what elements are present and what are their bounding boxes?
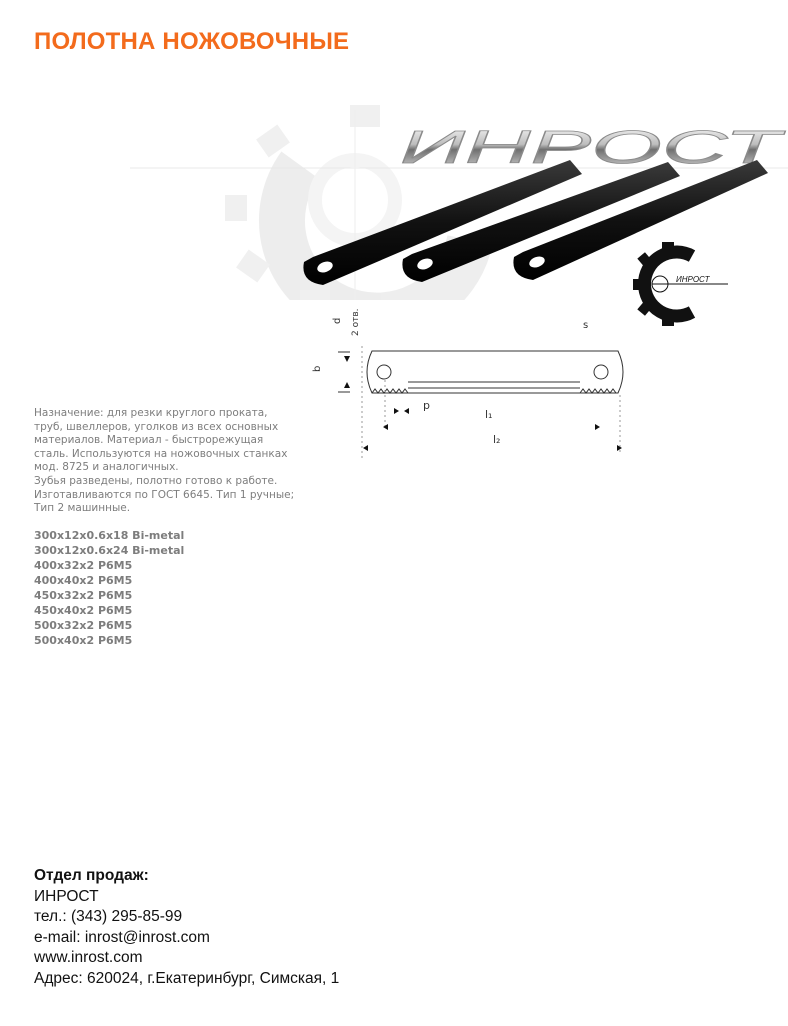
dimension-s-label: s [583, 320, 589, 331]
size-item: 400x32x2 Р6М5 [34, 559, 133, 572]
technical-drawing [300, 300, 640, 460]
contacts-block [34, 866, 339, 989]
size-item: 300x12x0.6x24 Bi-metal [34, 544, 185, 557]
size-item: 400x40x2 Р6М5 [34, 574, 133, 587]
dimension-d-label: d [332, 317, 343, 324]
brand-emblem-icon [630, 242, 730, 327]
size-item: 300x12x0.6x18 Bi-metal [34, 529, 185, 542]
contacts-company: ИНРОСТ [34, 887, 99, 905]
contacts-heading: Отдел продаж: [34, 867, 149, 884]
contacts-phone: тел.: (343) 295-85-99 [34, 908, 183, 925]
size-item: 450x40x2 Р6М5 [34, 604, 133, 617]
contacts-email: e-mail: inrost@inrost.com [34, 928, 210, 946]
emblem-label: ИНРОСТ [676, 275, 710, 284]
description-line: сталь. Используются на ножовочных станках [34, 447, 288, 460]
dimension-holes-label: 2 отв. [351, 308, 361, 336]
size-item: 500x40x2 Р6М5 [34, 634, 133, 647]
dimension-p-label: p [423, 399, 430, 412]
dimension-b-label: b [312, 365, 323, 372]
size-list [34, 528, 184, 648]
description-line: труб, швеллеров, уголков из всех основных [34, 420, 279, 433]
description-line: мод. 8725 и аналогичных. [34, 461, 179, 474]
dimension-l1-label: l₁ [485, 408, 493, 421]
description-line: Изготавливаются по ГОСТ 6645. Тип 1 ручные; [34, 488, 295, 501]
description-line: Зубья разведены, полотно готово к работе. [34, 474, 278, 487]
contacts-website: www.inrost.com [34, 949, 143, 966]
size-item: 450x32x2 Р6М5 [34, 589, 133, 602]
dimension-l2-label: l₂ [493, 433, 501, 446]
brand-logo: ИНРОСТ [400, 121, 786, 173]
description-line: Назначение: для резки круглого проката, [34, 407, 268, 419]
description-line: Тип 2 машинные. [34, 502, 131, 515]
description-line: материалов. Материал - быстрорежущая [34, 434, 264, 447]
product-description [34, 407, 319, 516]
page-title: ПОЛОТНА НОЖОВОЧНЫЕ [34, 28, 350, 55]
contacts-address: Адрес: 620024, г.Екатеринбург, Симская, 1 [34, 969, 340, 987]
size-item: 500x32x2 Р6М5 [34, 619, 133, 632]
